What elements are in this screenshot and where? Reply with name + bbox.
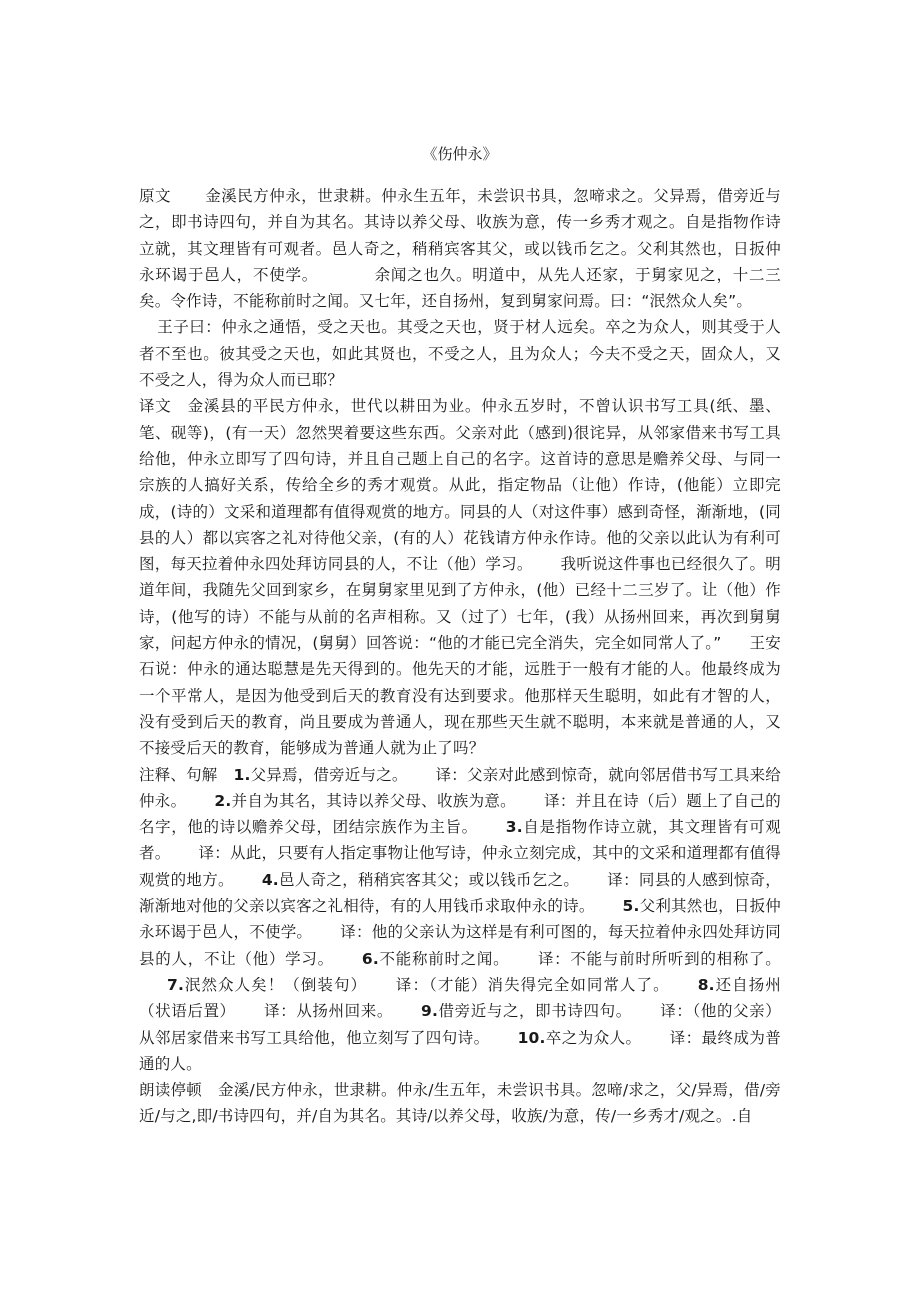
note-number: 1. [233, 765, 251, 784]
note-translation: 译：并且在诗（后）题上了自己的名字，他的诗以赡养父母，团结宗族作为主旨。 [139, 791, 781, 837]
note-number: 7. [167, 975, 185, 994]
document-title: 《伤仲永》 [422, 145, 498, 163]
note-text: 并自为其名，其诗以养父母、收族为意。 [231, 791, 516, 810]
note-number: 4. [261, 870, 279, 889]
note-translation: 译：从扬州回来。 [263, 1002, 393, 1021]
note-text: 卒之为众人。 [545, 1028, 642, 1047]
note-text: 还自扬州（状语后置） [139, 975, 781, 1021]
original-label: 原文 [139, 187, 171, 205]
note-text: 不能称前时之闻。 [378, 949, 510, 968]
note-number: 2. [214, 791, 232, 810]
note-text: 借旁近与之，即书诗四句。 [438, 1002, 632, 1021]
note-number: 6. [361, 949, 379, 968]
original-paragraph-2: 王子曰：仲永之通悟，受之天也。其受之天也，贤于材人远矣。卒之为众人，则其受于人者不至也。彼其受之天也，如此其贤也，不受之人，且为众人；今夫不受之天，固众人，又不受之人，得为众人而已耶？ [139, 318, 781, 390]
note-item [167, 976, 698, 994]
note-number: 8. [697, 975, 715, 994]
original-commentary [139, 314, 781, 393]
original-paragraph-1a: 金溪民方仲永，世隶耕。仲永生五年，未尝识书具，忽啼求之。父异焉，借旁近与之，即书诗四句，并自为其名。其诗以养父母、收族为意，传一乡秀才观之。自是指物作诗立就，其文理皆有可观者。邑人奇之，稍稍宾客其父，或以钱币乞之。父利其然也，日扳仲永环谒于邑人，不使学。 [139, 187, 781, 284]
translation-label: 译文 [139, 397, 172, 416]
note-translation: 译：（他的父亲）从邻居家借来书写工具给他，他立刻写了四句诗。 [139, 1002, 781, 1047]
translation-paragraph-3: 王安石说：仲永的通达聪慧是先天得到的。他先天的才能，远胜于一般有才能的人。他最终成为一个平常人，是因为他受到后天的教育没有达到要求。他那样天生聪明，如此有才智的人，没有受到后天的教育，尚且要成为普通人，现在那些天生就不聪明，本来就是普通的人，又不接受后天的教育，能够成为普通人就为止了吗？ [139, 634, 781, 758]
note-number: 3. [505, 818, 523, 837]
notes-section [139, 762, 781, 1078]
translation-paragraph-1: 金溪县的平民方仲永，世代以耕田为业。仲永五岁时，不曾认识书写工具(纸、墨、笔、砚等)，(有一天）忽然哭着要这些东西。父亲对此（感到)很诧异，从邻家借来书写工具给他，仲永立即写了四句诗，并且自己题上自己的名字。这首诗的意思是赡养父母、与同一宗族的人搞好关系，传给全乡的秀才观赏。从此，指定物品（让他）作诗，(他能）立即完成，(诗的）文采和道理都有值得观赏的地方。同县的人（对这件事）感到奇怪，渐渐地，(同县的人）都以宾客之礼对待他父亲，(有的人）花钱请方仲永作诗。他的父亲以此认为有利可图，每天拉着仲永四处拜访同县的人，不让（他）学习。 [139, 397, 781, 574]
note-translation: 译：同县的人感到惊奇，渐渐地对他的父亲以宾客之礼相待，有的人用钱币求取仲永的诗。 [139, 870, 782, 916]
note-translation: 译：他的父亲认为这样是有利可图的，每天拉着仲永四处拜访同县的人，不让（他）学习。 [139, 923, 782, 968]
notes-label: 注释、句解 [139, 765, 218, 784]
translation-section [139, 393, 781, 761]
translation-paragraph-2: 我听说这件事也已经很久了。明道年间，我随先父回到家乡，在舅舅家里见到了方仲永，(他）已经十二三岁了。让（他）作诗，(他写的诗）不能与从前的名声相称。又（过了）七年，(我）从扬州回来，再次到舅舅家，问起方仲永的情况，(舅舅）回答说：“他的才能已完全消失，完全如同常人了。” [139, 555, 781, 653]
note-number: 9. [421, 1002, 439, 1021]
note-number: 10. [517, 1028, 546, 1047]
reading-label: 朗读停顿 [139, 1081, 203, 1100]
note-text: 邑人奇之，稍稍宾客其父；或以钱币乞之。 [278, 870, 580, 889]
note-translation: 译：（才能）消失得完全如同常人了。 [395, 975, 670, 994]
note-translation: 译：从此，只要有人指定事物让他写诗，仲永立刻完成，其中的文采和道理都有值得观赏的地方。 [139, 844, 782, 889]
reading-section [139, 1077, 781, 1130]
original-paragraph-1b: 余闻之也久。明道中，从先人还家，于舅家见之，十二三矣。令作诗，不能称前时之闻。又七年，还自扬州，复到舅家问焉。曰：“泯然众人矣”。 [139, 265, 781, 311]
original-section [139, 183, 781, 314]
reading-text: 金溪/民方仲永，世隶耕。仲永/生五年，未尝识书具。忽啼/求之，父/异焉，借/旁近/与之,即/书诗四句，并/自为其名。其诗/以养父母，收族/为意，传/一乡秀才/观之。.自 [139, 1081, 781, 1126]
note-text: 自是指物作诗立就，其文理皆有可观者。 [139, 818, 782, 863]
note-text: 泯然众人矣！（倒装句） [184, 975, 368, 994]
note-translation: 译：最终成为普通的人。 [139, 1028, 782, 1073]
note-text: 父利其然也，日扳仲永环谒于邑人，不使学。 [139, 897, 781, 942]
note-translation: 译：父亲对此感到惊奇，就向邻居借书写工具来给仲永。 [139, 765, 782, 810]
note-number: 5. [622, 897, 640, 916]
note-translation: 译：不能与前时所听到的相称了。 [537, 949, 781, 968]
note-text: 父异焉，借旁近与之。 [250, 765, 408, 784]
document-body [139, 183, 781, 1130]
